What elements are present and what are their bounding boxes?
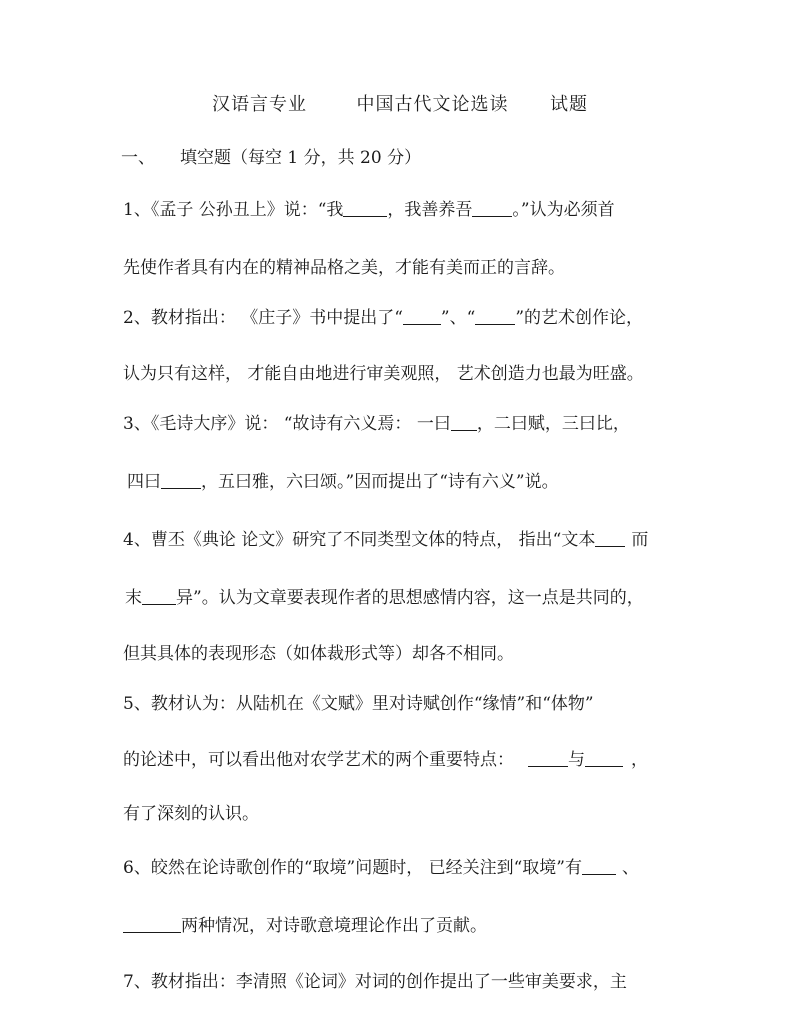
q5-text-line2c: ，: [631, 750, 648, 770]
answer-blank[interactable]: [142, 584, 176, 605]
q7-text-line1: 7、教材指出：李清照《论词》对词的创作提出了一些审美要求，主: [123, 972, 627, 992]
section-title: 填空题（每空 1 分，共 20 分）: [180, 148, 422, 168]
answer-blank[interactable]: [161, 468, 201, 489]
q6-text-b: 、: [621, 858, 639, 878]
answer-blank[interactable]: [403, 304, 441, 325]
q5-text-line2b: 与: [568, 750, 585, 770]
q2-text-c: ”的艺术创作论，: [515, 308, 644, 328]
q3-text-a: 3、《毛诗大序》说： “故诗有六义焉： 一曰: [123, 414, 451, 434]
q2-text-a: 2、教材指出： 《庄子》书中提出了“: [123, 308, 403, 328]
q3-text-b: ，二曰赋，三曰比，: [476, 414, 630, 434]
q4-text-line3: 但其具体的表现形态（如体裁形式等）却各不相同。: [123, 644, 514, 664]
answer-blank[interactable]: [585, 746, 623, 767]
q4-text-line2b: 异”。认为文章要表现作者的思想感情内容，这一点是共同的，: [176, 588, 644, 608]
q3-text-line2a: 四曰: [127, 472, 161, 492]
answer-blank[interactable]: [595, 526, 625, 547]
q2-text-b: ”、“: [440, 308, 476, 328]
page-title: [0, 93, 800, 117]
answer-blank[interactable]: [528, 746, 568, 767]
q5-text-line1: 5、教材认为：从陆机在《文赋》里对诗赋创作“缘情”和“体物”: [123, 694, 594, 714]
q1-text-a: 1、《孟子 公孙丑上》说：“我: [123, 200, 344, 220]
q5-text-line3: 有了深刻的认识。: [123, 804, 259, 824]
title-course: 中国古代文论选读: [356, 94, 509, 115]
q4-text-a: 4、曹丕《典论 论文》研究了不同类型文体的特点， 指出“文本: [123, 530, 596, 550]
answer-blank[interactable]: [475, 304, 515, 325]
q1-text-b: ，我善养吾: [387, 200, 473, 220]
q1-text-line2: 先使作者具有内在的精神品格之美，才能有美而正的言辞。: [123, 258, 565, 278]
title-subject: 汉语言专业: [212, 94, 308, 115]
answer-blank[interactable]: [582, 854, 616, 875]
answer-blank[interactable]: [343, 196, 387, 217]
q6-text-a: 6、皎然在论诗歌创作的“取境”问题时， 已经关注到“取境”有: [123, 858, 582, 878]
q4-text-b: 而: [631, 530, 649, 550]
title-kind: 试题: [549, 94, 588, 115]
section-number: 一、: [121, 148, 155, 168]
q6-text-line2: 两种情况，对诗歌意境理论作出了贡献。: [181, 916, 487, 936]
q3-text-line2b: ，五曰雅，六曰颂。”因而提出了“诗有六义”说。: [201, 472, 559, 492]
q4-text-line2a: 末: [125, 588, 142, 608]
answer-blank[interactable]: [451, 410, 477, 431]
q1-text-c: 。”认为必须首: [512, 200, 615, 220]
q2-text-line2: 认为只有这样， 才能自由地进行审美观照， 艺术创造力也最为旺盛。: [123, 364, 644, 384]
q5-text-line2a: 的论述中，可以看出他对农学艺术的两个重要特点：: [123, 750, 514, 770]
answer-blank[interactable]: [123, 912, 181, 933]
answer-blank[interactable]: [472, 196, 512, 217]
